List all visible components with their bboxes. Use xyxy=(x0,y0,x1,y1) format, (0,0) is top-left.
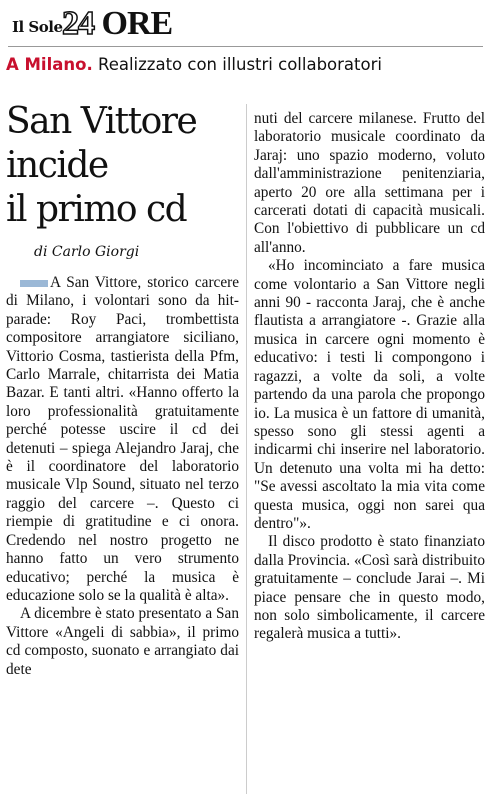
paragraph xyxy=(6,274,239,605)
paragraph-1-text: A San Vittore, storico carcere di Milano, i volontari sono da hit-parade: Roy Paci, trombettista compositore arrangiatore siciliano, Vittorio Cosma, tastierista della Pfm, Carlo Marrale, chitarrista dei Matia Bazar. E tanti altri. «Hanno offerto la loro professionalità gratuitamente perché potesse uscire il cd dei detenuti – spiega Alejandro Jaraj, che è il coordinatore del laboratorio musicale Vlp Sound, situato nel terzo raggio del carcere –. Questo ci riempie di gratitudine e ci onora. Credendo nel nostro progetto ne hanno fatto un vero strumento educativo; perché la musica è educazione solo se la qualità è alta». xyxy=(6,274,239,604)
article-column-2 xyxy=(254,110,485,644)
column-divider xyxy=(246,104,247,794)
paragraph-5: Il disco prodotto è stato finanziato dalla Provincia. «Così sarà distribuito gratuitamente – conclude Jarai –. Mi piace pensare che in questo modo, non solo simbolicamente, il carcere regalerà musica a tutti». xyxy=(254,533,485,643)
masthead-number: 24 xyxy=(62,5,94,42)
headline-line-3: il primo cd xyxy=(6,189,187,230)
paragraph-3: nuti del carcere milanese. Frutto del laboratorio musicale coordinato da Jaraj: uno spazio moderno, voluto dall'amministrazione penitenziaria, aperto 20 ore alla settimana per i carcerati dotati di capacità musicali. Con l'obiettivo di pubblicare un cd all'anno. xyxy=(254,110,485,256)
lead-marker xyxy=(20,280,48,287)
article-column-1 xyxy=(6,274,239,679)
kicker-location: A Milano. xyxy=(6,55,93,74)
kicker xyxy=(6,55,486,74)
paragraph-2: A dicembre è stato presentato a San Vittore «Angeli di sabbia», il primo cd composto, suonato e arrangiato dai dete xyxy=(6,605,239,678)
byline: di Carlo Giorgi xyxy=(34,244,140,260)
paragraph-4: «Ho incominciato a fare musica come volontario a San Vittore negli anni 90 - racconta Jaraj, che è anche flautista a arrangiatore -. Grazie alla musica in carcere ogni momento è educativo: i testi li compongono i ragazzi, a volte da soli, a volte partendo da una parola che propongo io. La musica è un fattore di umanità, spesso sono gli stessi agenti a indicarmi chi inserire nel laboratorio. Un detenuto una volta mi ha detto: "Se avessi ascoltato la mia vita come questa musica, oggi non sarei qua dentro"». xyxy=(254,257,485,532)
headline-line-2: incide xyxy=(6,145,108,186)
masthead-il-sole: Il Sole xyxy=(12,18,63,36)
headline xyxy=(6,100,236,232)
masthead xyxy=(8,6,483,47)
masthead-ore: ORE xyxy=(101,5,173,42)
headline-line-1: San Vittore xyxy=(6,101,197,142)
kicker-text: Realizzato con illustri collaboratori xyxy=(92,55,382,74)
masthead-logo xyxy=(62,6,172,42)
